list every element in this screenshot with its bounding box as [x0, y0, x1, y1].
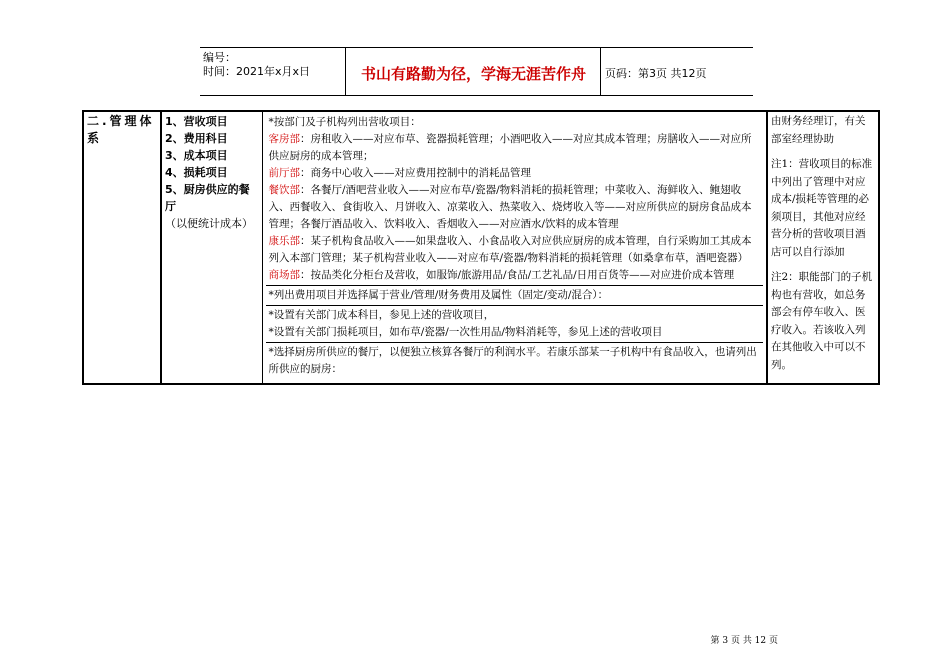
dept-guest-room	[269, 131, 761, 165]
revenue-block	[266, 113, 764, 286]
item-kitchen-title: 5、厨房供应的餐厅	[165, 183, 250, 213]
dept-name: 康乐部	[268, 235, 300, 247]
item-expense: 2、费用科目	[165, 132, 228, 145]
note-1: 注1：营收项目的标准中列出了管理中对应成本/损耗等管理的必须项目，其他对应经营分析的营收项目酒店可以自行添加	[771, 158, 873, 258]
number-label: 编号：	[203, 51, 236, 64]
kitchen-block	[266, 343, 764, 379]
item-loss: 4、损耗项目	[165, 166, 228, 179]
details-cell	[262, 111, 767, 384]
section-title: 二.管理体系	[87, 114, 155, 145]
management-table	[82, 110, 880, 385]
dept-text: ：按品类化分柜台及营收，如服饰/旅游用品/食品/工艺礼品/日用百货等——对应进价成本管理	[300, 269, 735, 281]
dept-name: 前厅部	[268, 167, 300, 179]
dept-text: ：某子机构食品收入——如果盘收入、小食品收入对应供应厨房的成本管理，自行采购加工其成本列入本部门管理；某子机构营业收入——对应布草/瓷器/物料消耗的损耗管理（如桑拿布草，酒吧瓷器）	[268, 235, 752, 264]
cost-block	[266, 306, 764, 343]
dept-food-beverage	[269, 182, 761, 233]
dept-recreation	[269, 233, 761, 267]
header-meta	[203, 51, 310, 79]
notes-cell	[767, 111, 879, 384]
dept-shopping	[269, 267, 761, 284]
item-kitchen-note: （以便统计成本）	[165, 217, 253, 230]
expense-text: *列出费用项目并选择属于营业/管理/财务费用及属性（固定/变动/混合）：	[268, 289, 609, 301]
page-label: 页码：第3页 共12页	[605, 67, 707, 80]
header-motto: 书山有路勤为径，学海无涯苦作舟	[360, 65, 586, 83]
dept-text: ：商务中心收入——对应费用控制中的消耗品管理	[300, 167, 531, 179]
page-footer: 第 3 页 共 12 页	[710, 636, 778, 646]
note-responsible: 由财务经理订，有关部室经理协助	[771, 115, 866, 145]
dept-name: 商场部	[268, 269, 300, 281]
section-cell	[83, 111, 161, 384]
loss-line: *设置有关部门损耗项目，如布草/瓷器/一次性用品/物料消耗等，参见上述的营收项目	[268, 326, 663, 338]
items-cell	[161, 111, 262, 384]
header-divider	[345, 48, 346, 95]
dept-front-office	[269, 165, 761, 182]
item-cost: 3、成本项目	[165, 149, 228, 162]
expense-block	[266, 286, 764, 306]
revenue-intro: *按部门及子机构列出营收项目：	[268, 116, 421, 128]
dept-name: 客房部	[268, 133, 300, 145]
item-kitchen	[165, 181, 259, 232]
dept-text: ：各餐厅/酒吧营业收入——对应布草/瓷器/物料消耗的损耗管理；中菜收入、海鲜收入、鲍翅收入、西餐收入、食街收入、月饼收入、凉菜收入、热菜收入、烧烤收入等——对应所供应的厨房食品成本管理；各餐厅酒品收入、饮料收入、香烟收入——对应酒水/饮料的成本管理	[268, 184, 752, 230]
item-revenue: 1、营收项目	[165, 115, 228, 128]
cost-line: *设置有关部门成本科目，参见上述的营收项目，	[268, 309, 495, 321]
time-label: 时间：2021年x月x日	[203, 65, 311, 78]
dept-text: ：房租收入——对应布草、瓷器损耗管理；小酒吧收入——对应其成本管理；房膳收入——对应所供应厨房的成本管理；	[268, 133, 752, 162]
page-header	[200, 47, 753, 96]
kitchen-text: *选择厨房所供应的餐厅，以便独立核算各餐厅的利润水平。若康乐部某一子机构中有食品收入，也请列出所供应的厨房：	[268, 346, 757, 375]
table-row	[83, 111, 879, 384]
note-2: 注2：职能部门的子机构也有营收，如总务部会有停车收入、医疗收入。若该收入列在其他收入中可以不列。	[771, 271, 873, 371]
header-divider	[600, 48, 601, 95]
dept-name: 餐饮部	[268, 184, 300, 196]
